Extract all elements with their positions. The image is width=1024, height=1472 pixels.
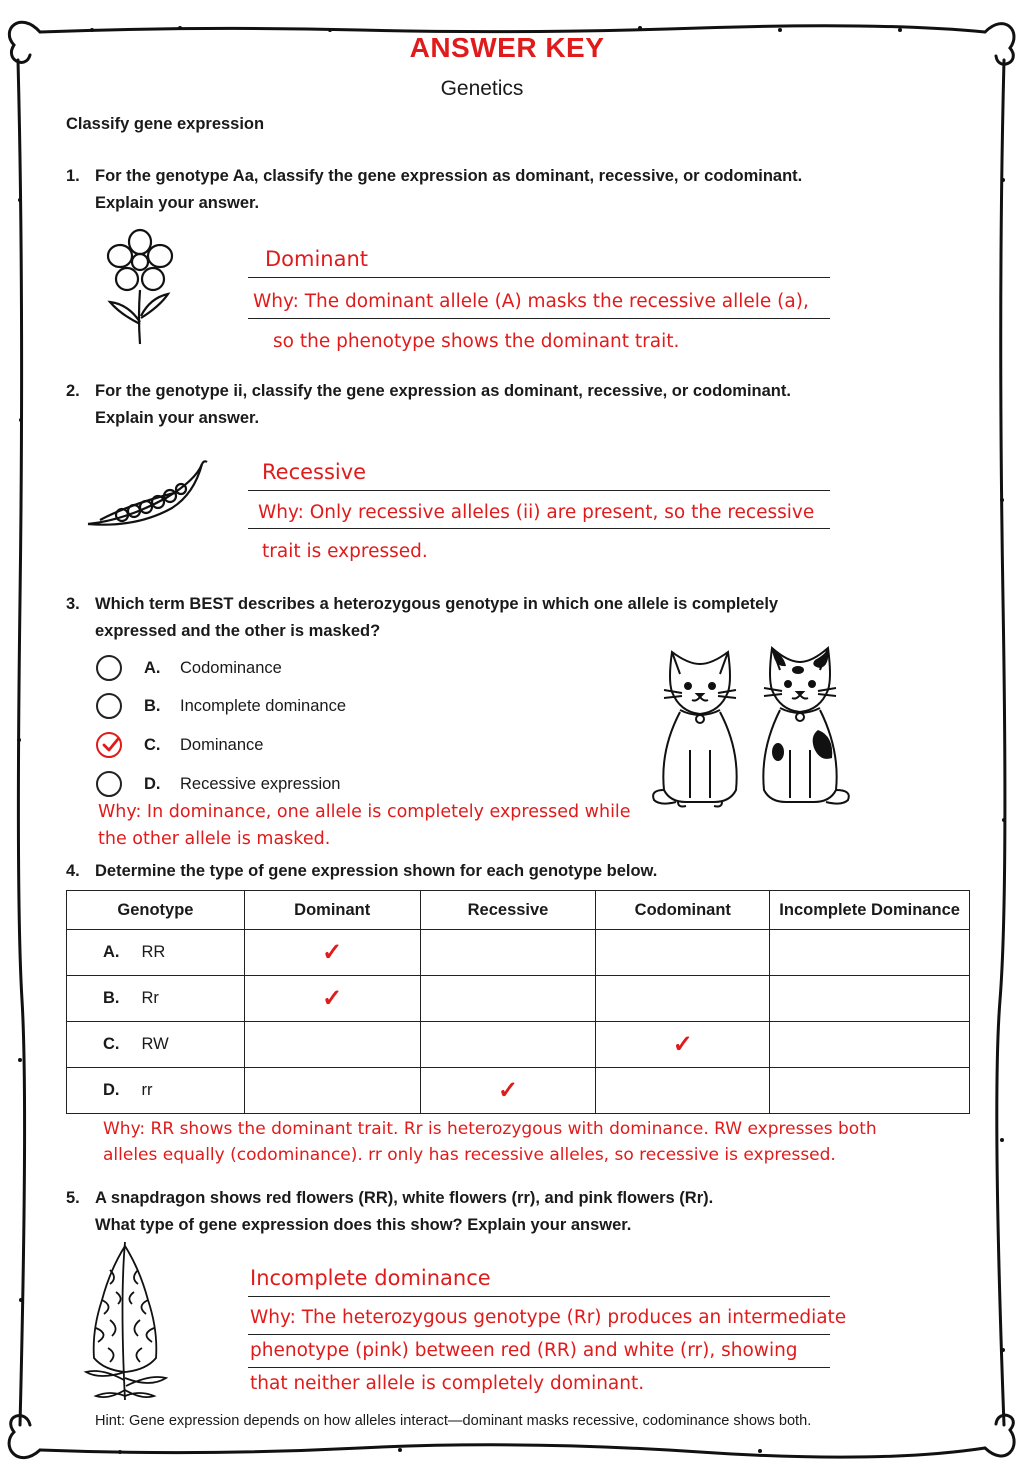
- option-a-letter: A.: [144, 659, 161, 677]
- empty-cell: [596, 930, 770, 976]
- option-d-text: Recessive expression: [180, 775, 341, 793]
- row-letter: B.: [103, 989, 120, 1007]
- q4-prompt: Determine the type of gene expression shown for each genotype below.: [95, 862, 658, 880]
- q3-prompt-line1: Which term BEST describes a heterozygous genotype in which one allele is completely: [95, 595, 779, 613]
- option-c-letter: C.: [144, 736, 161, 754]
- hint-text: Hint: Gene expression depends on how alleles interact—dominant masks recessive, codominance shows both.: [95, 1413, 812, 1429]
- empty-cell: [770, 930, 970, 976]
- table-header-row: [67, 891, 970, 930]
- section-title: Classify gene expression: [66, 115, 265, 133]
- q4-why-line2: alleles equally (codominance). rr only has recessive alleles, so recessive is expressed.: [103, 1145, 836, 1165]
- q2-why-line2: trait is expressed.: [262, 541, 428, 562]
- empty-cell: [244, 1068, 420, 1114]
- check-cell-dominant: [244, 930, 420, 976]
- q5-prompt-line2: What type of gene expression does this show? Explain your answer.: [95, 1216, 632, 1234]
- q2-prompt: [95, 378, 975, 432]
- check-mark-icon: ✓: [322, 939, 343, 966]
- q1-prompt-line1: For the genotype Aa, classify the gene expression as dominant, recessive, or codominant.: [95, 167, 803, 185]
- q5-why-line-2: [248, 1367, 830, 1368]
- check-mark-icon: ✓: [322, 985, 343, 1012]
- q2-why-line1: Why: Only recessive alleles (ii) are present, so the recessive: [258, 502, 815, 523]
- q1-why-line: [248, 318, 830, 319]
- empty-cell: [420, 1022, 596, 1068]
- q1-why-line1: Why: The dominant allele (A) masks the recessive allele (a),: [253, 291, 809, 312]
- q5-number: 5.: [66, 1189, 80, 1207]
- q2-number: 2.: [66, 382, 80, 400]
- q2-prompt-line2: Explain your answer.: [95, 409, 260, 427]
- q5-why-line1: Why: The heterozygous genotype (Rr) produces an intermediate: [250, 1307, 847, 1328]
- q3-why-line1: Why: In dominance, one allele is completely expressed while: [98, 802, 631, 822]
- snapdragon-illustration: [80, 1240, 170, 1412]
- q1-answer-line: [248, 277, 830, 278]
- option-c-text: Dominance: [180, 736, 264, 754]
- q4-number: 4.: [66, 862, 80, 880]
- table-row: [67, 976, 970, 1022]
- empty-cell: [770, 1068, 970, 1114]
- table-row: [67, 930, 970, 976]
- option-a-radio[interactable]: [96, 655, 122, 681]
- q2-prompt-line1: For the genotype ii, classify the gene expression as dominant, recessive, or codominant.: [95, 382, 791, 400]
- column-header-codominant: Codominant: [596, 891, 770, 930]
- page-subtitle: Genetics: [440, 77, 524, 100]
- q1-why-line2: so the phenotype shows the dominant trait.: [273, 331, 680, 352]
- check-cell-dominant: [244, 976, 420, 1022]
- q5-answer-line: [248, 1296, 830, 1297]
- genotype-cell: [67, 1068, 245, 1114]
- empty-cell: [596, 1068, 770, 1114]
- row-letter: D.: [103, 1081, 120, 1099]
- q1-prompt: [95, 163, 975, 217]
- genotype-cell: [67, 930, 245, 976]
- genotype-cell: [67, 1022, 245, 1068]
- q3-number: 3.: [66, 595, 80, 613]
- page-title: ANSWER KEY: [409, 32, 605, 63]
- option-b-text: Incomplete dominance: [180, 697, 347, 715]
- check-cell-codominant: [596, 1022, 770, 1068]
- flower-illustration: [100, 226, 180, 346]
- column-header-dominant: Dominant: [244, 891, 420, 930]
- cats-illustration: [650, 640, 860, 810]
- q5-prompt: [95, 1185, 975, 1239]
- genotype-value: Rr: [141, 989, 159, 1007]
- genotype-value: RW: [141, 1035, 169, 1053]
- q2-why-line: [248, 528, 830, 529]
- q5-prompt-line1: A snapdragon shows red flowers (RR), white flowers (rr), and pink flowers (Rr).: [95, 1189, 714, 1207]
- q3-why-line2: the other allele is masked.: [98, 829, 331, 849]
- column-header-incomplete-dominance: Incomplete Dominance: [770, 891, 970, 930]
- q5-why-line2: phenotype (pink) between red (RR) and white (rr), showing: [250, 1340, 798, 1361]
- option-b-radio[interactable]: [96, 693, 122, 719]
- genotype-table: [66, 890, 970, 1114]
- option-d-radio[interactable]: [96, 771, 122, 797]
- row-letter: A.: [103, 943, 120, 961]
- empty-cell: [770, 1022, 970, 1068]
- genotype-value: RR: [141, 943, 166, 961]
- column-header-recessive: Recessive: [420, 891, 596, 930]
- genotype-cell: [67, 976, 245, 1022]
- table-row: [67, 1068, 970, 1114]
- empty-cell: [770, 976, 970, 1022]
- q5-answer: Incomplete dominance: [250, 1266, 491, 1290]
- q2-answer: Recessive: [262, 460, 367, 484]
- check-cell-recessive: [420, 1068, 596, 1114]
- empty-cell: [596, 976, 770, 1022]
- check-mark-icon: ✓: [497, 1077, 519, 1104]
- table-row: [67, 1022, 970, 1068]
- q4-why-line1: Why: RR shows the dominant trait. Rr is heterozygous with dominance. RW expresses both: [103, 1119, 877, 1139]
- q5-why-line3: that neither allele is completely dominant.: [250, 1373, 645, 1394]
- q3-prompt: [95, 591, 855, 645]
- q5-why-line-1: [248, 1334, 830, 1335]
- q3-prompt-line2: expressed and the other is masked?: [95, 622, 381, 640]
- pea-pod-illustration: [86, 458, 210, 534]
- column-header-genotype: Genotype: [67, 891, 245, 930]
- row-letter: C.: [103, 1035, 120, 1053]
- option-d-letter: D.: [144, 775, 161, 793]
- q1-prompt-line2: Explain your answer.: [95, 194, 260, 212]
- q2-answer-line: [248, 490, 830, 491]
- q1-number: 1.: [66, 167, 80, 185]
- option-b-letter: B.: [144, 697, 161, 715]
- empty-cell: [420, 930, 596, 976]
- empty-cell: [244, 1022, 420, 1068]
- q1-answer: Dominant: [265, 247, 369, 271]
- genotype-value: rr: [141, 1081, 153, 1099]
- option-a-text: Codominance: [180, 659, 282, 677]
- empty-cell: [420, 976, 596, 1022]
- check-mark-icon: ✓: [672, 1031, 693, 1058]
- option-c-check-icon: [100, 734, 122, 756]
